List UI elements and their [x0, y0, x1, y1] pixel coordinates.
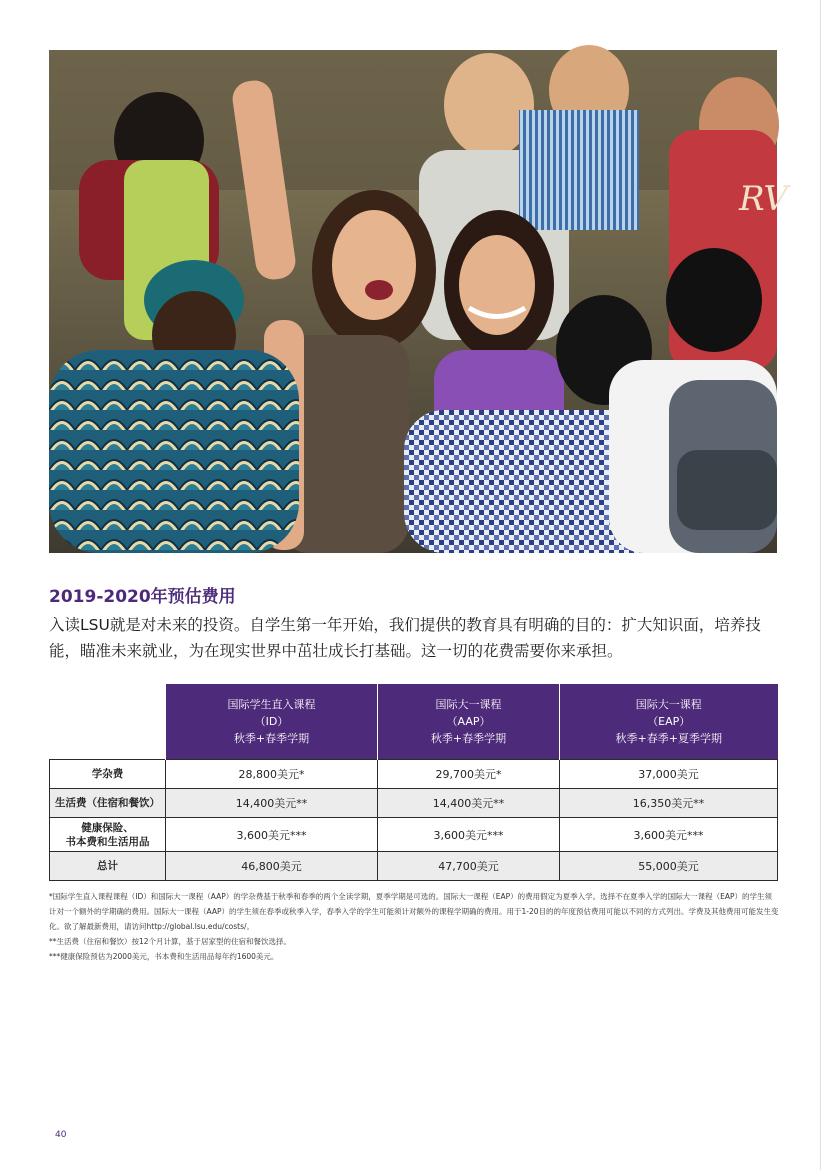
column-terms: 秋季+春季学期: [430, 732, 507, 745]
table-cell: 46,800美元: [166, 852, 378, 881]
table-cell: 3,600美元***: [378, 818, 560, 852]
row-label-line: 书本费和生活用品: [65, 835, 150, 848]
footnote: *国际学生直入课程课程（ID）和国际大一课程（AAP）的学杂费基于秋季和春季的两个全读学期，夏季学期是可选的。国际大一课程（EAP）的费用假定为夏季入学。选择不在夏季入学的国际大一课程（EAP）的学生须计对一个额外的学期确的费用。国际大一课程（AAP）的学生须在春季或秋季入学，春季入学的学生可能须计对额外的课程学期确的费用。用于1-20目的的年度预估费用可能以不同的方式列出。学费及其他费用可能发生变化。欲了解最新费用，请访问http://global.lsu.edu/costs/。: [49, 892, 779, 931]
table-cell: 3,600美元***: [560, 818, 778, 852]
svg-text:RV: RV: [739, 179, 788, 219]
footnote: **生活费（住宿和餐饮）按12个月计算，基于居家型的住宿和餐饮选择。: [49, 937, 292, 946]
table-row-insurance: [50, 818, 778, 852]
row-label: 生活费（住宿和餐饮）: [50, 789, 166, 818]
table-cell: 37,000美元: [560, 760, 778, 789]
table-cell: 28,800美元*: [166, 760, 378, 789]
table-cell: 29,700美元*: [378, 760, 560, 789]
table-cell: 14,400美元**: [166, 789, 378, 818]
table-cell: 47,700美元: [378, 852, 560, 881]
row-label: 总计: [50, 852, 166, 881]
page-heading: 2019-2020年预估费用: [49, 587, 236, 607]
footnote: ***健康保险预估为2000美元，书本费和生活用品每年约1600美元。: [49, 952, 279, 961]
column-header-aap: [378, 684, 560, 760]
table-cell: 55,000美元: [560, 852, 778, 881]
table-corner-cell: [50, 684, 166, 760]
table-row-tuition: [50, 760, 778, 789]
row-label: [50, 818, 166, 852]
table-row-living: [50, 789, 778, 818]
column-title: 国际大一课程: [435, 698, 502, 711]
table-header-row: [50, 684, 778, 760]
page-number: 40: [55, 1130, 67, 1140]
column-title: 国际学生直入课程: [227, 698, 316, 711]
table-cell: 14,400美元**: [378, 789, 560, 818]
page-edge-bar: [820, 0, 827, 1170]
row-label-line: 健康保险、: [81, 821, 134, 834]
fees-table: [49, 684, 778, 881]
column-title: 国际大一课程: [635, 698, 702, 711]
column-code: （EAP）: [647, 715, 691, 728]
row-label: 学杂费: [50, 760, 166, 789]
table-cell: 3,600美元***: [166, 818, 378, 852]
column-code: （ID）: [254, 715, 289, 728]
column-header-id: [166, 684, 378, 760]
column-header-eap: [560, 684, 778, 760]
table-cell: 16,350美元**: [560, 789, 778, 818]
footnotes: [49, 889, 779, 964]
table-row-total: [50, 852, 778, 881]
students-crowd-photo: [49, 50, 788, 553]
column-terms: 秋季+春季+夏季学期: [615, 732, 722, 745]
column-code: （AAP）: [446, 715, 491, 728]
intro-paragraph: 入读LSU就是对未来的投资。自学生第一年开始，我们提供的教育具有明确的目的：扩大知识面，培养技能，瞄准未来就业，为在现实世界中茁壮成长打基础。这一切的花费需要你来承担。: [49, 616, 761, 660]
column-terms: 秋季+春季学期: [233, 732, 310, 745]
